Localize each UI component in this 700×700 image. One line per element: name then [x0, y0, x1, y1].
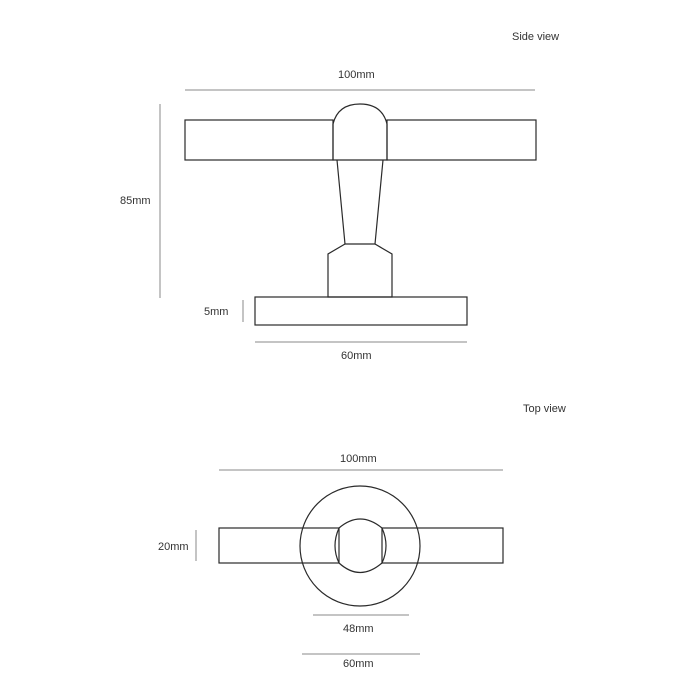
- side-plate-thickness-label: 5mm: [204, 306, 229, 318]
- top-left-lever: [219, 528, 339, 563]
- side-base-plate: [255, 297, 467, 325]
- top-bar-width-label: 20mm: [158, 541, 189, 553]
- top-inner-diameter-label: 48mm: [343, 623, 374, 635]
- top-rose-outline: [300, 486, 420, 606]
- top-rose-diameter-label: 60mm: [343, 658, 374, 670]
- side-plate-width-label: 60mm: [341, 350, 372, 362]
- side-handle-hub: [333, 104, 387, 160]
- side-left-lever: [185, 120, 333, 160]
- side-handle: [185, 104, 536, 325]
- top-bar-length-label: 100mm: [340, 453, 377, 465]
- side-height-label: 85mm: [120, 195, 151, 207]
- side-view: [120, 31, 559, 362]
- side-view-title: Side view: [512, 31, 560, 43]
- side-right-lever: [387, 120, 536, 160]
- top-view: [158, 403, 566, 670]
- top-view-title: Top view: [523, 403, 566, 415]
- top-right-lever: [382, 528, 503, 563]
- top-handle-hub: [335, 519, 386, 573]
- top-handle: [219, 486, 503, 606]
- side-handle-neck: [337, 160, 383, 244]
- side-bar-length-label: 100mm: [338, 69, 375, 81]
- side-handle-collar: [328, 244, 392, 297]
